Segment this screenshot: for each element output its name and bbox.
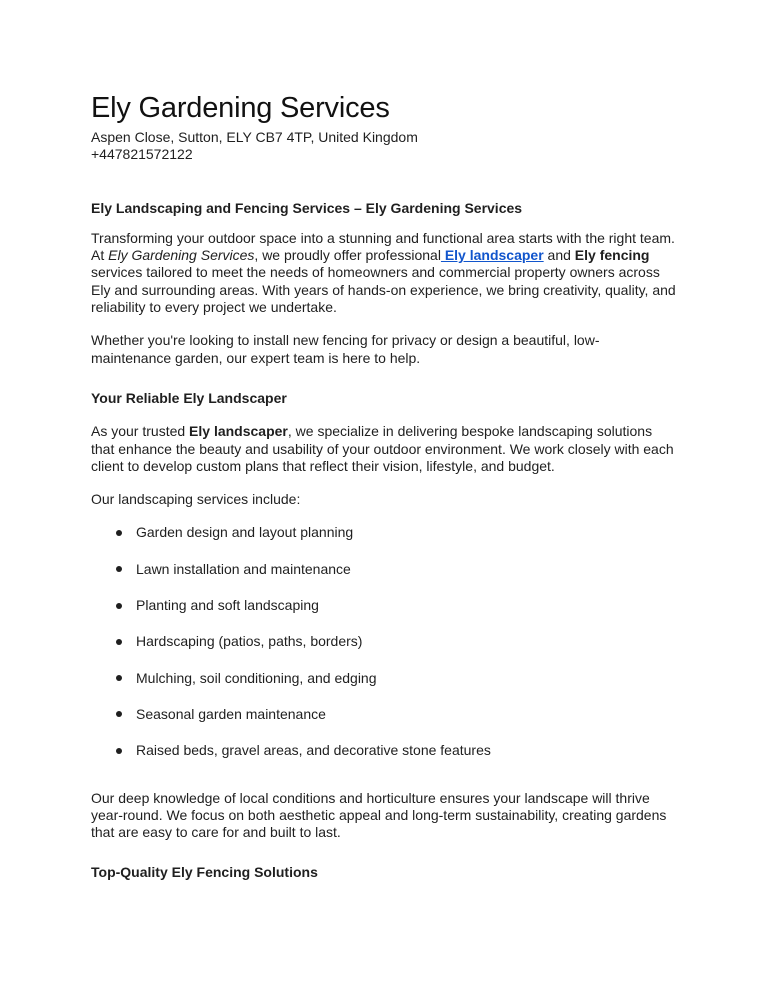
intro-text-3: and bbox=[543, 247, 575, 264]
intro-text-2: , we proudly offer professional bbox=[254, 247, 441, 264]
trusted-bold: Ely landscaper bbox=[189, 423, 288, 440]
paragraph-help: Whether you're looking to install new fencing for privacy or design a beautiful, low-maintenance garden, our expert team is here to help. bbox=[91, 332, 600, 366]
bullet-icon bbox=[116, 639, 122, 645]
phone-line: +447821572122 bbox=[91, 146, 193, 163]
bullet-icon bbox=[116, 530, 122, 536]
heading-reliable-landscaper: Your Reliable Ely Landscaper bbox=[91, 389, 287, 406]
services-list bbox=[91, 524, 676, 759]
bullet-icon bbox=[116, 603, 122, 609]
list-item-mulching bbox=[91, 670, 676, 687]
trusted-text-1: As your trusted bbox=[91, 423, 190, 440]
intro-text-4: services tailored to meet the needs of homeowners and commercial property owners across Ely and surrounding areas. With years of hands-on experience, we bring creativity, quality, and reliability to every project we undertake. bbox=[91, 264, 676, 316]
bullet-icon bbox=[116, 711, 122, 717]
paragraph-knowledge: Our deep knowledge of local conditions and horticulture ensures your landscape will thrive year-round. We focus on both aesthetic appeal and long-term sustainability, creating gardens that are easy to care for and built to last. bbox=[91, 789, 667, 841]
list-item-planting bbox=[91, 597, 676, 614]
list-item-label: Hardscaping (patios, paths, borders) bbox=[136, 633, 363, 650]
ely-fencing-bold: Ely fencing bbox=[574, 247, 650, 264]
list-item-label: Mulching, soil conditioning, and edging bbox=[136, 669, 377, 686]
list-item-lawn bbox=[91, 561, 676, 578]
address-line: Aspen Close, Sutton, ELY CB7 4TP, United Kingdom bbox=[91, 129, 418, 145]
paragraph-services-intro: Our landscaping services include: bbox=[91, 491, 301, 508]
list-item-label: Seasonal garden maintenance bbox=[136, 705, 326, 722]
company-name-italic: Ely Gardening Services bbox=[108, 247, 255, 264]
trusted-text-2: , we specialize in delivering bespoke landscaping solutions that enhance the beauty and usability of your outdoor environment. We work closely with each client to develop custom plans that reflect their vision, lifestyle, and budget. bbox=[91, 423, 674, 474]
paragraph-trusted bbox=[91, 423, 676, 475]
list-item-label: Lawn installation and maintenance bbox=[136, 560, 351, 577]
list-item-label: Raised beds, gravel areas, and decorative stone features bbox=[136, 742, 491, 759]
list-item-raised-beds bbox=[91, 742, 676, 759]
heading-landscaping-fencing-services: Ely Landscaping and Fencing Services – Ely Gardening Services bbox=[91, 199, 523, 216]
address-block bbox=[91, 129, 676, 164]
intro-text-1: Transforming your outdoor space into a stunning and functional area starts with the right team. At bbox=[91, 229, 675, 264]
bullet-icon bbox=[116, 566, 122, 572]
list-item-garden-design bbox=[91, 524, 676, 541]
list-item-seasonal bbox=[91, 706, 676, 723]
list-item-label: Garden design and layout planning bbox=[136, 524, 354, 541]
ely-landscaper-link[interactable]: Ely landscaper bbox=[440, 247, 544, 264]
heading-fencing-solutions: Top-Quality Ely Fencing Solutions bbox=[91, 864, 318, 881]
bullet-icon bbox=[116, 675, 122, 681]
page-title: Ely Gardening Services bbox=[91, 92, 390, 124]
bullet-icon bbox=[116, 748, 122, 754]
list-item-label: Planting and soft landscaping bbox=[136, 597, 319, 614]
paragraph-intro bbox=[91, 230, 676, 316]
list-item-hardscaping bbox=[91, 633, 676, 650]
